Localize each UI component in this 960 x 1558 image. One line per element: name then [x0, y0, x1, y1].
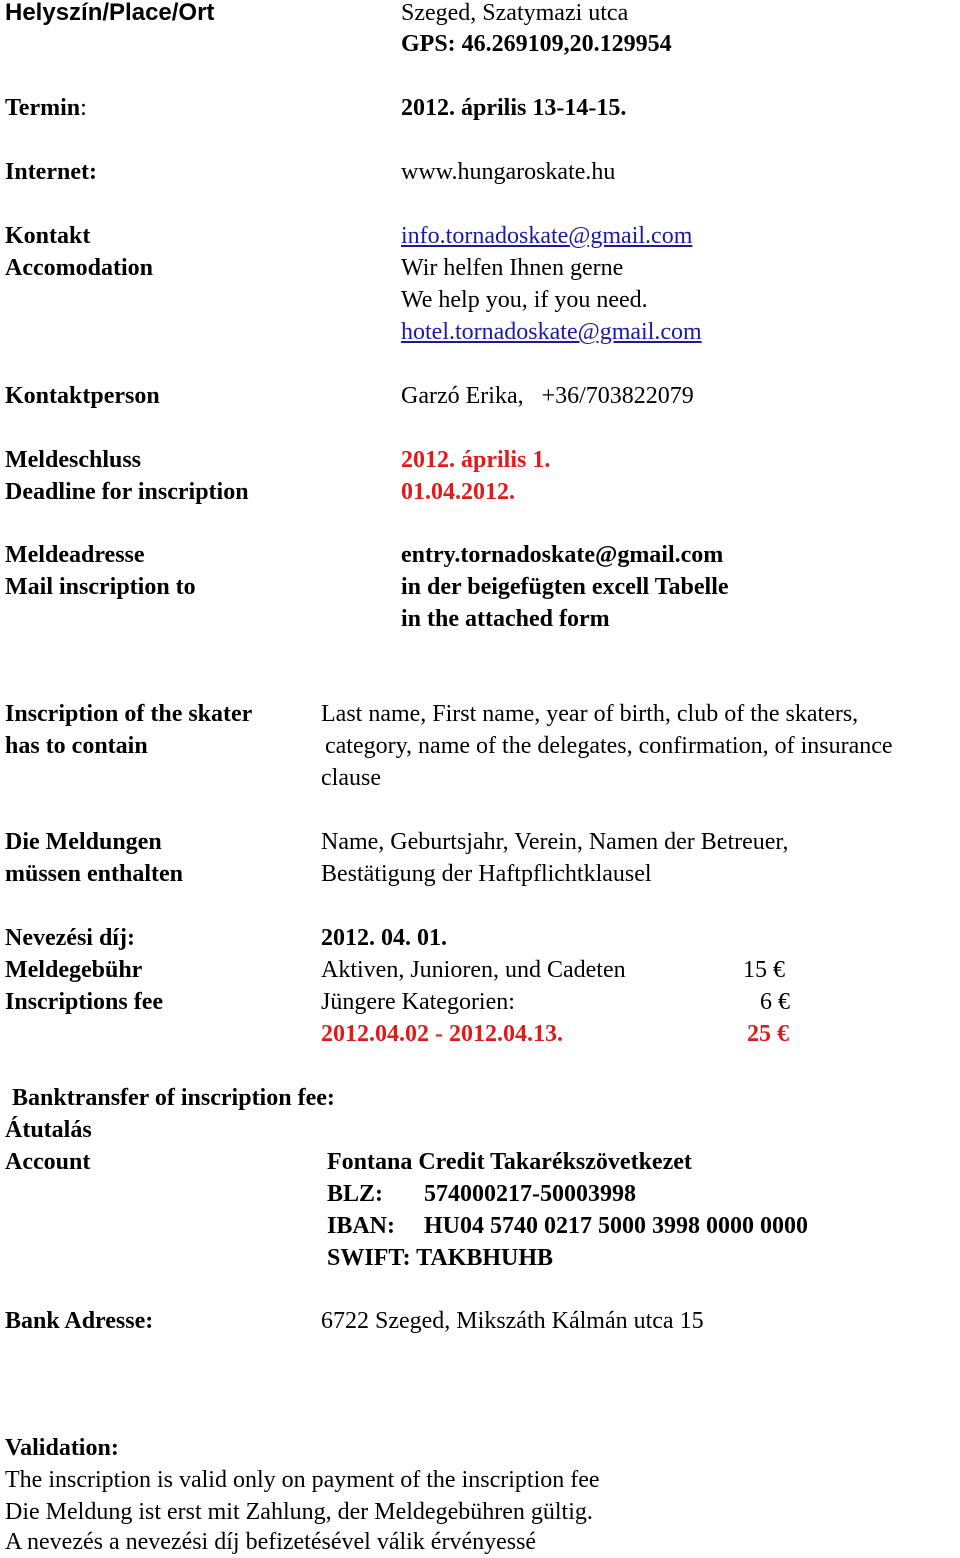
inscription-label-1: Inscription of the skater	[5, 701, 253, 727]
kontakt-label: Kontakt	[5, 223, 91, 249]
mail-line-en: in the attached form	[401, 606, 610, 632]
deadline-date-numeric: 01.04.2012.	[401, 479, 515, 505]
deadline-label-de: Meldeschluss	[5, 447, 142, 473]
meldungen-label-2: müssen enthalten	[5, 861, 184, 887]
termin-label	[5, 93, 87, 123]
fee-amount-1: 15 €	[743, 957, 785, 983]
fee-amount-2: 6 €	[760, 989, 790, 1015]
fee-label-en: Inscriptions fee	[5, 989, 163, 1015]
fee-label-de: Meldegebühr	[5, 957, 143, 983]
internet-label: Internet:	[5, 159, 97, 185]
fee-date-2: 2012.04.02 - 2012.04.13.	[321, 1021, 563, 1047]
fee-date-1: 2012. 04. 01.	[321, 925, 447, 951]
inscription-text-2: category, name of the delegates, confirmation, of insurance	[325, 733, 893, 759]
validation-line-hu: A nevezés a nevezési díj befizetésével válik érvényessé	[5, 1529, 537, 1555]
validation-line-en: The inscription is valid only on payment of the inscription fee	[5, 1467, 600, 1493]
fee-amount-3: 25 €	[747, 1021, 789, 1047]
help-text-de: Wir helfen Ihnen gerne	[401, 255, 624, 281]
meldungen-label-1: Die Meldungen	[5, 829, 162, 855]
bank-address-label: Bank Adresse:	[5, 1308, 154, 1334]
swift-code: SWIFT: TAKBHUHB	[327, 1245, 554, 1271]
deadline-date-hu: 2012. április 1.	[401, 447, 551, 473]
termin-label-colon: :	[80, 95, 87, 121]
fee-category-2: Jüngere Kategorien:	[321, 989, 515, 1015]
account-label: Account	[5, 1149, 91, 1175]
contact-person-label: Kontaktperson	[5, 383, 160, 409]
accomodation-label: Accomodation	[5, 255, 153, 281]
entry-email[interactable]: entry.tornadoskate@gmail.com	[401, 542, 724, 568]
bank-address-value: 6722 Szeged, Mikszáth Kálmán utca 15	[321, 1308, 704, 1334]
bank-label-hu: Átutalás	[5, 1117, 92, 1143]
termin-date: 2012. április 13-14-15.	[401, 95, 627, 121]
validation-title: Validation:	[5, 1435, 119, 1461]
termin-label-text: Termin	[5, 95, 81, 121]
mail-line-de: in der beigefügten excell Tabelle	[401, 574, 729, 600]
inscription-text-3: clause	[321, 765, 381, 791]
iban-label: IBAN:	[327, 1213, 396, 1239]
place-label: Helyszín/Place/Ort	[5, 0, 215, 26]
mail-label-de: Meldeadresse	[5, 542, 145, 568]
place-address: Szeged, Szatymazi utca	[401, 0, 629, 26]
meldungen-text-1: Name, Geburtsjahr, Verein, Namen der Betreuer,	[321, 829, 789, 855]
mail-label-en: Mail inscription to	[5, 574, 196, 600]
fee-category-1: Aktiven, Junioren, und Cadeten	[321, 957, 626, 983]
gps-coordinates: GPS: 46.269109,20.129954	[401, 31, 672, 57]
website[interactable]: www.hungaroskate.hu	[401, 159, 616, 185]
info-email-link[interactable]: info.tornadoskate@gmail.com	[401, 223, 693, 249]
blz-label: BLZ:	[327, 1181, 384, 1207]
validation-line-de: Die Meldung ist erst mit Zahlung, der Meldegebühren gültig.	[5, 1499, 593, 1525]
meldungen-text-2: Bestätigung der Haftpflichtklausel	[321, 861, 652, 887]
fee-label-hu: Nevezési díj:	[5, 925, 135, 951]
blz-value: 574000217-50003998	[424, 1181, 636, 1207]
inscription-label-2: has to contain	[5, 733, 148, 759]
bank-title: Banktransfer of inscription fee:	[12, 1085, 335, 1111]
deadline-label-en: Deadline for inscription	[5, 479, 249, 505]
hotel-email-link[interactable]: hotel.tornadoskate@gmail.com	[401, 319, 702, 345]
bank-name: Fontana Credit Takarékszövetkezet	[327, 1149, 692, 1175]
inscription-text-1: Last name, First name, year of birth, club of the skaters,	[321, 701, 859, 727]
iban-value: HU04 5740 0217 5000 3998 0000 0000	[424, 1213, 808, 1239]
contact-person-value: Garzó Erika, +36/703822079	[401, 383, 694, 409]
help-text-en: We help you, if you need.	[401, 287, 648, 313]
